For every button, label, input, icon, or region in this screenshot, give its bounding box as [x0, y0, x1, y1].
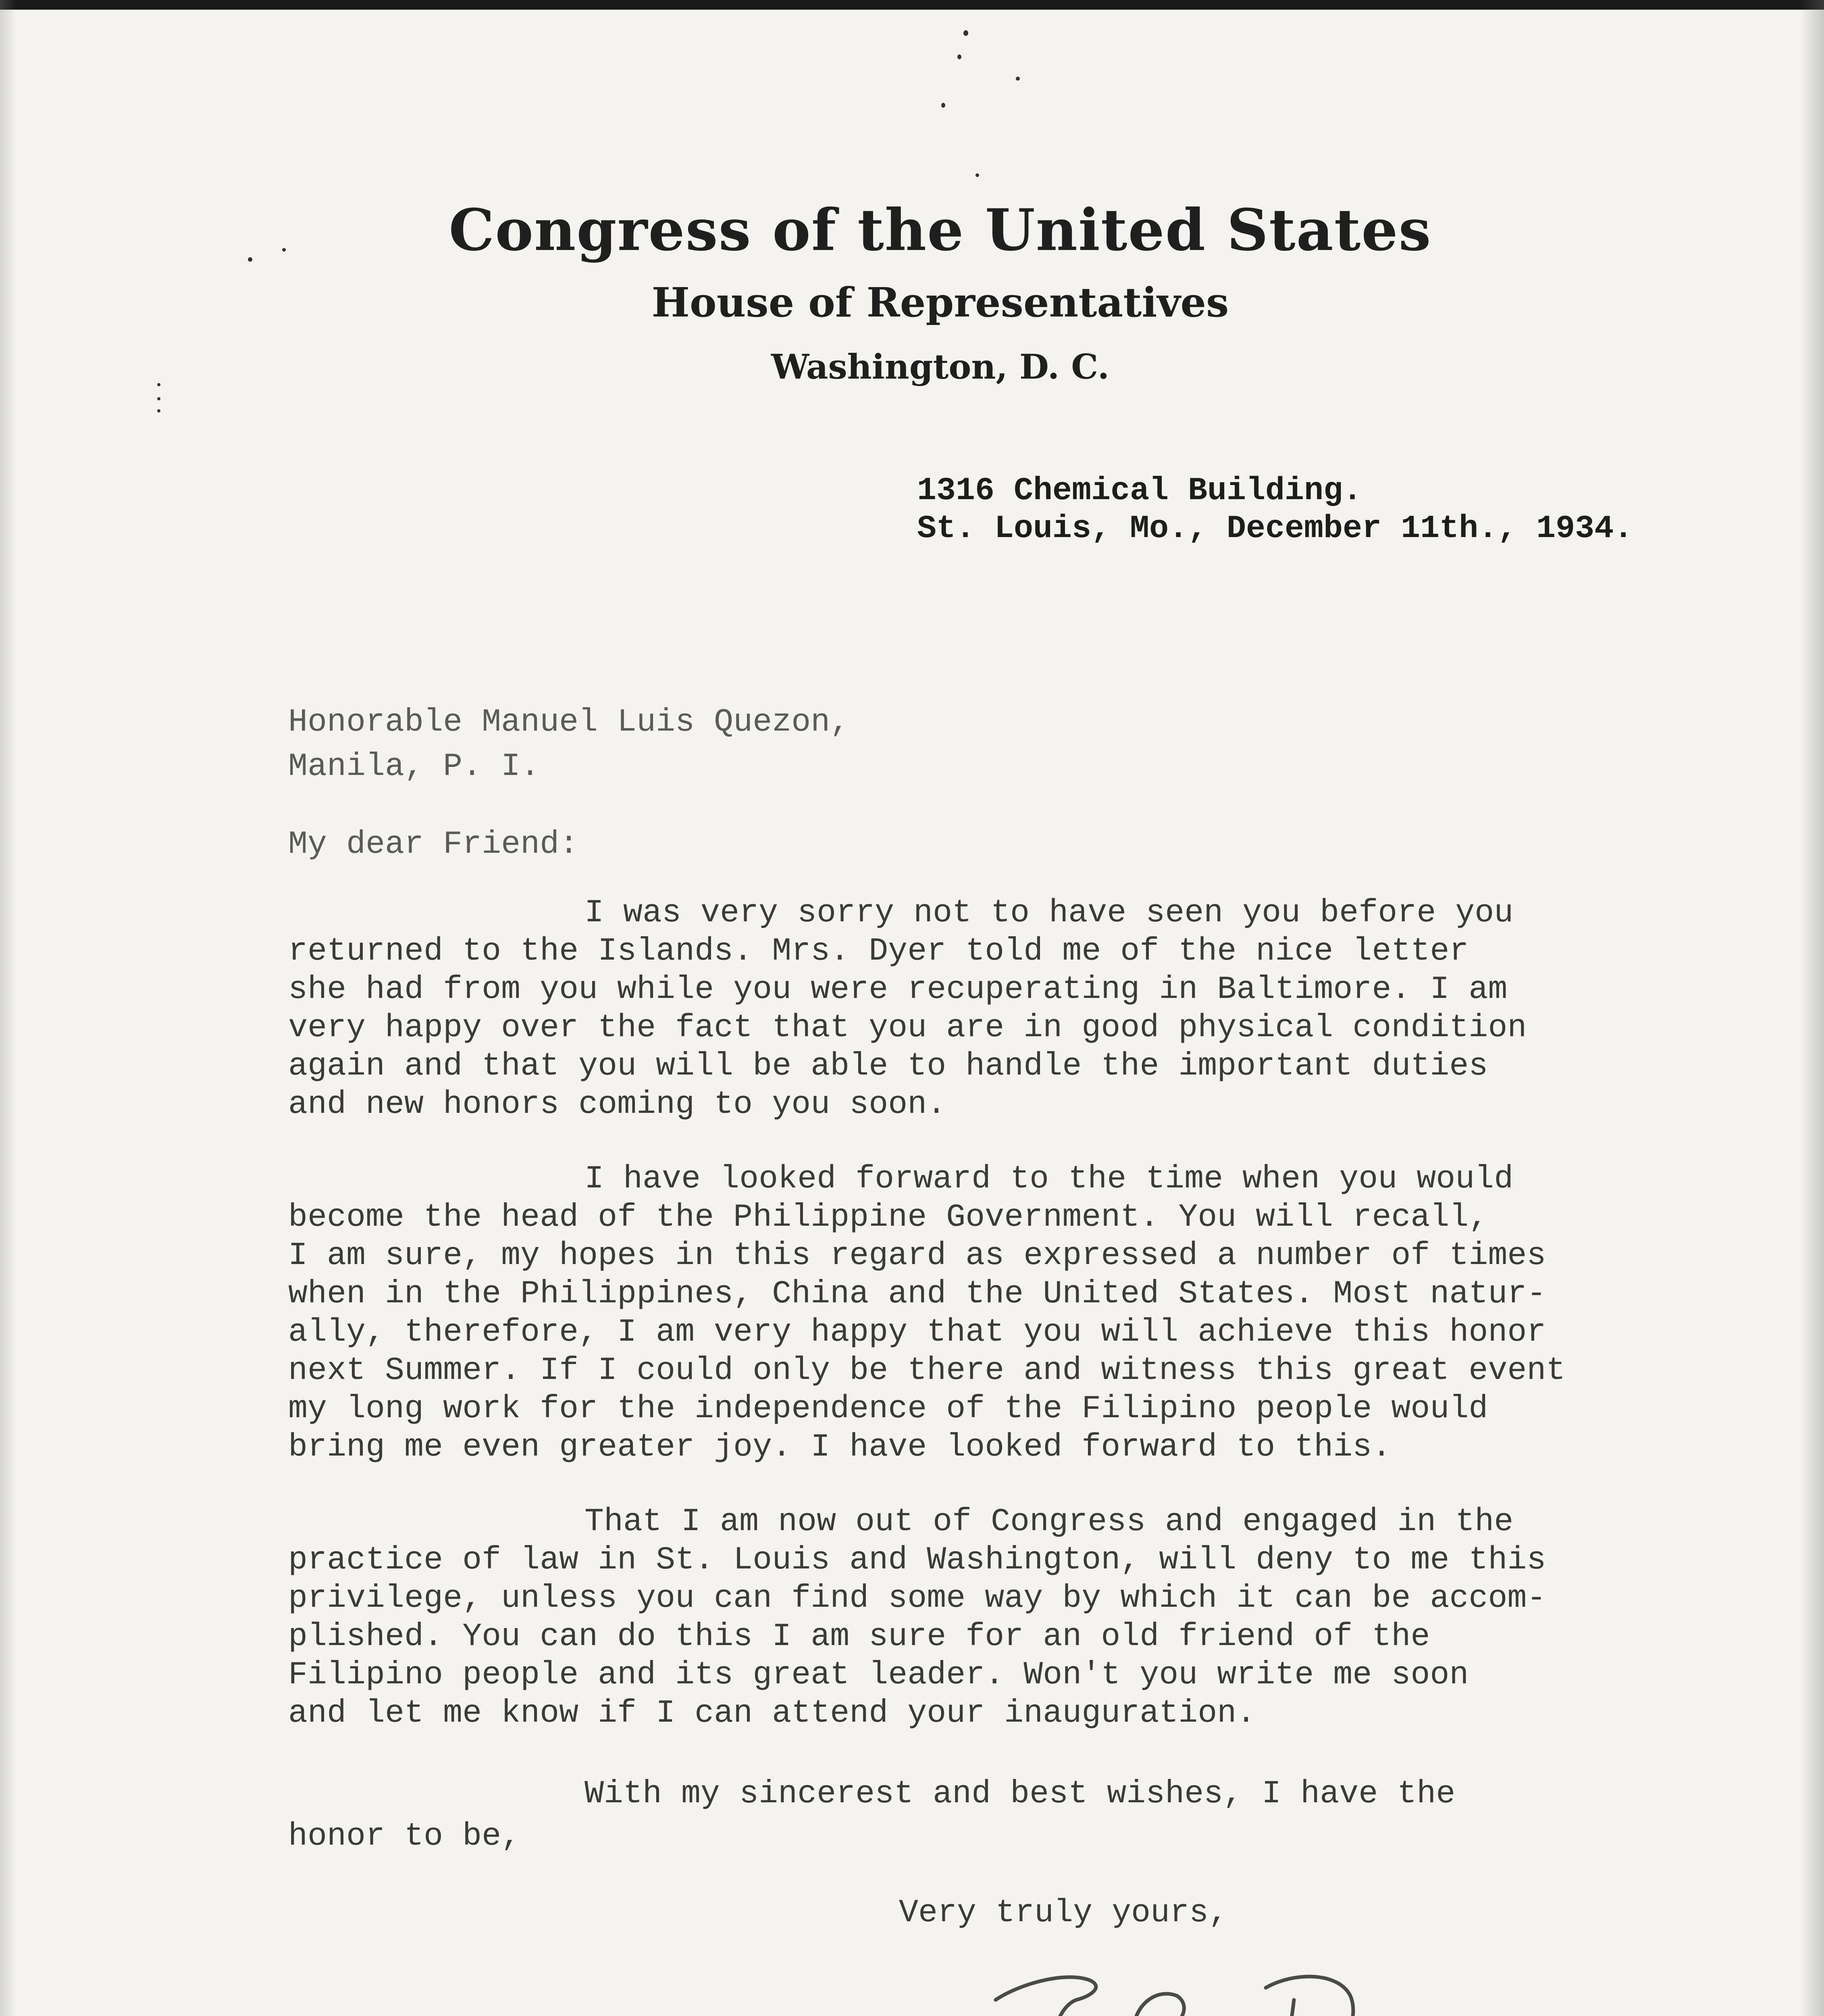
letterhead-house: House of Representatives — [651, 279, 1229, 326]
sender-city-date: St. Louis, Mo., December 11th., 1934. — [917, 510, 1633, 547]
paragraph-2-line: when in the Philippines, China and the United States. Most natur- — [288, 1276, 1546, 1312]
paragraph-1-line: I was very sorry not to have seen you before you — [584, 895, 1514, 931]
paragraph-3-line: practice of law in St. Louis and Washington, will deny to me this — [288, 1542, 1546, 1579]
scan-speck — [957, 54, 961, 59]
recipient-location: Manila, P. I. — [288, 748, 540, 785]
sender-street: 1316 Chemical Building. — [917, 473, 1362, 509]
paragraph-4-line: With my sincerest and best wishes, I have the — [584, 1776, 1456, 1812]
paragraph-2-line: next Summer. If I could only be there and witness this great event — [288, 1352, 1566, 1389]
paragraph-2-line: bring me even greater joy. I have looked forward to this. — [288, 1429, 1391, 1466]
scan-speck — [1016, 77, 1020, 81]
paragraph-1-line: returned to the Islands. Mrs. Dyer told me of the nice letter — [288, 933, 1469, 970]
paragraph-1-line: very happy over the fact that you are in good physical condition — [288, 1010, 1527, 1046]
paragraph-2-line: my long work for the independence of the Filipino people would — [288, 1391, 1488, 1427]
paragraph-2-line: ally, therefore, I am very happy that you will achieve this honor — [288, 1314, 1546, 1351]
closing: Very truly yours, — [899, 1895, 1228, 1931]
paragraph-3-line: and let me know if I can attend your inauguration. — [288, 1695, 1256, 1732]
signature — [959, 1919, 1572, 2016]
paragraph-1-line: again and that you will be able to handle the important duties — [288, 1048, 1488, 1085]
scan-speck — [157, 397, 160, 400]
paragraph-3-line: plished. You can do this I am sure for an old friend of the — [288, 1618, 1430, 1655]
scan-speck — [963, 30, 968, 36]
scan-speck — [975, 173, 979, 177]
paragraph-4-line: honor to be, — [288, 1818, 521, 1855]
scan-top-edge — [0, 0, 1824, 10]
scan-speck — [157, 409, 160, 412]
recipient-name: Honorable Manuel Luis Quezon, — [288, 704, 850, 741]
letterhead-congress: Congress of the United States — [449, 197, 1432, 264]
paragraph-3-line: Filipino people and its great leader. Won't you write me soon — [288, 1657, 1469, 1693]
scan-speck — [941, 103, 945, 108]
salutation: My dear Friend: — [288, 826, 579, 863]
paragraph-3-line: That I am now out of Congress and engaged in the — [584, 1504, 1514, 1540]
paragraph-1-line: and new honors coming to you soon. — [288, 1086, 946, 1123]
letterhead-city: Washington, D. C. — [771, 347, 1109, 387]
paragraph-3-line: privilege, unless you can find some way by which it can be accom- — [288, 1580, 1546, 1617]
paragraph-2-line: become the head of the Philippine Government. You will recall, — [288, 1199, 1488, 1236]
scan-left-shadow — [0, 0, 16, 2016]
paragraph-1-line: she had from you while you were recuperating in Baltimore. I am — [288, 971, 1508, 1008]
paragraph-2-line: I have looked forward to the time when you would — [584, 1161, 1514, 1198]
paragraph-2-line: I am sure, my hopes in this regard as expressed a number of times — [288, 1237, 1546, 1274]
